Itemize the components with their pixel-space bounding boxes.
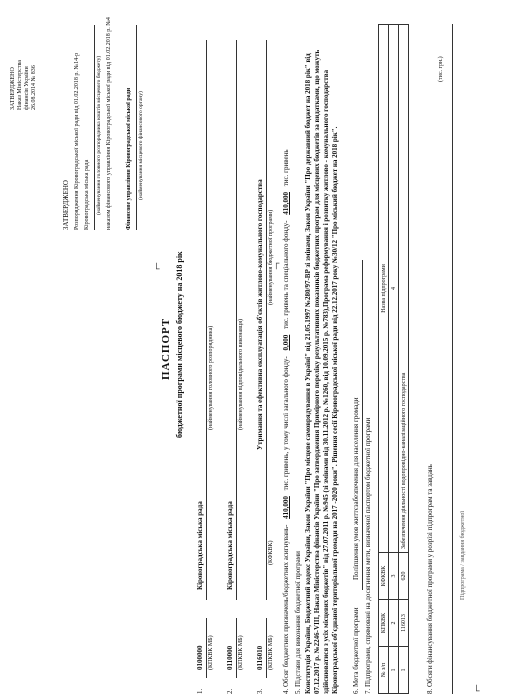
approval-order: наказом фінансового управління Кіровоградської міської ради від 01.02.2018 р. №4: [106, 17, 112, 230]
table-header-cell: КПКВК: [379, 600, 389, 647]
row-3-name-label: (найменування бюджетної програми): [268, 209, 274, 305]
corner-mark: ⌐: [150, 262, 165, 270]
row-2-name-underline: [236, 40, 237, 600]
row-3-code-underline: [266, 618, 267, 678]
ministry-order-line-1: ЗАТВЕРДЖЕНО: [10, 67, 16, 110]
volume-mid: тис. гривень, у тому числі загального фонду-: [282, 356, 290, 491]
table-number-cell: 1: [389, 647, 399, 694]
row-2-name-label: (найменування відповідального виконавця): [238, 319, 244, 430]
basis-text: Конституція України, Бюджетний кодекс України, Закон України "Про місцеве самоврядування в Україні" від 21.05.1997 №280/97-ВР зі змінами, Закон України "Про державний бюджет на 2018 рік" від 07.12.2017 р. №2246-VIII, Наказ Міністерства фінансів України "Про затвердження Примірного переліку результативних показників бюджетних програм для місцевих бюджетів за видатками, що можуть здійснюватися з усіх місцевих бюджетів" від 27.07.2011 р. №945 (зі змінами від 30.11.2012 р. №1260, від 10.09.2015 р. №783),Програма реформування і розвитку житлово - комунального господарства Кіровоградської об'єднаної територіальної громади на 2017 -2020 роки". Рішення сесії Кіровоградської міської ради від 22.12.2017 року №30/12 "Про міський бюджет на 2018 рік".: [304, 49, 339, 694]
approval-note-1: (найменування головного розпорядника коштів місцевого бюджету): [96, 55, 102, 215]
row-1-code-label: (КПКВК МБ): [208, 635, 214, 670]
passport-subtitle: бюджетної програми місцевого бюджету на 2018 рік: [175, 251, 184, 438]
approval-underline-1: [94, 25, 95, 230]
approval-council: Кіровоградська міська рада: [84, 159, 90, 230]
table-cell: 1: [399, 647, 409, 694]
table-cell: Забезпечення діяльності водопровідно-каналізаційного господарства: [399, 25, 409, 553]
corner-mark: ¬: [270, 262, 285, 270]
volume-intro: 4. Обсяг бюджетних призначень/бюджетних асигнувань-: [282, 524, 290, 694]
volume-special-text: тис. гривень та спеціального фонду-: [282, 220, 290, 329]
row-3-code-label: (КПКВК МБ): [268, 635, 274, 670]
goal-text: Поліпшення умов життєзабезпечення для населення громади: [352, 397, 360, 580]
row-2-code-label: (КПКВК МБ): [238, 635, 244, 670]
units-label: (тис. грн.): [438, 56, 444, 82]
row-2-code: 0110000: [226, 645, 234, 670]
table-row: [399, 25, 409, 694]
table-cell: 620: [399, 553, 409, 600]
volume-general: 0,000: [282, 334, 290, 351]
row-1-name-label: (найменування головного розпорядника): [208, 325, 214, 430]
row-3-kfkvk-label: (КФКВК): [268, 540, 274, 565]
row-1-code: 0100000: [196, 645, 204, 670]
row-1-number: 1.: [196, 688, 204, 694]
table-number-row: [389, 25, 399, 694]
ministry-order-line-2: Наказ Міністерства: [16, 60, 23, 110]
goal-label: 6. Мета бюджетної програми: [352, 607, 360, 694]
table-number-cell: 3: [389, 553, 399, 600]
approval-heading: ЗАТВЕРДЖЕНО: [62, 180, 70, 230]
ministry-order-block: [10, 60, 38, 110]
row-3-number: 3.: [256, 688, 264, 694]
subprog-label: 7. Підпрограми, спрямовані на досягнення мети, визначеної паспортом бюджетної програми: [364, 417, 372, 694]
row-3-code: 0116010: [256, 645, 264, 670]
ministry-order-line-3: фінансів України: [23, 66, 30, 110]
volume-special: 410,000: [282, 192, 290, 215]
row-1-code-underline: [206, 618, 207, 678]
basis-label: 5. Підстави для виконання бюджетної програми: [294, 551, 302, 694]
subprograms-table: [378, 24, 409, 694]
volume-total: 410,000: [282, 496, 290, 519]
table-header-cell: Назва підпрограми: [379, 25, 389, 553]
approval-underline-2: [136, 25, 137, 230]
row-2-name: Кіровоградська міська рада: [226, 501, 234, 590]
table-header-row: [379, 25, 389, 694]
bottom-table-top-line: [452, 24, 453, 694]
row-1-name-underline: [206, 40, 207, 600]
volume-tail: тис. гривень: [282, 149, 290, 187]
bottom-cut-text: Підпрограма / завдання бюджетної: [460, 510, 466, 600]
approval-decision: Розпорядження Кіровоградської міської ради від 01.02.2018 р. №14-р: [74, 52, 80, 230]
table-number-cell: 4: [389, 25, 399, 553]
table-cell: 116013: [399, 600, 409, 647]
row-2-number: 2.: [226, 688, 234, 694]
volume-line: [282, 149, 290, 694]
corner-mark: ⌐: [470, 684, 485, 692]
row-1-name: Кіровоградська міська рада: [196, 501, 204, 590]
table-header-cell: КФКВК: [379, 553, 389, 600]
passport-title: ПАСПОРТ: [160, 317, 172, 380]
table-number-cell: 2: [389, 600, 399, 647]
goal-underline: [362, 260, 363, 590]
approval-fin-dept: Фінансове управління Кіровоградської міської ради: [126, 87, 132, 230]
row-3-name: Утримання та ефективна експлуатація об'єктів житлово-комунального господарства: [256, 179, 264, 450]
row-2-code-underline: [236, 618, 237, 678]
section-8-label: 8. Обсяги фінансування бюджетної програми у розрізі підпрограм та завдань: [426, 464, 434, 694]
ministry-order-line-4: 26.08.2014 № 836: [30, 65, 37, 110]
approval-note-2: (найменування місцевого фінансового органу): [138, 91, 144, 200]
row-3-name-underline: [266, 40, 267, 600]
table-header-cell: № з/п: [379, 647, 389, 694]
